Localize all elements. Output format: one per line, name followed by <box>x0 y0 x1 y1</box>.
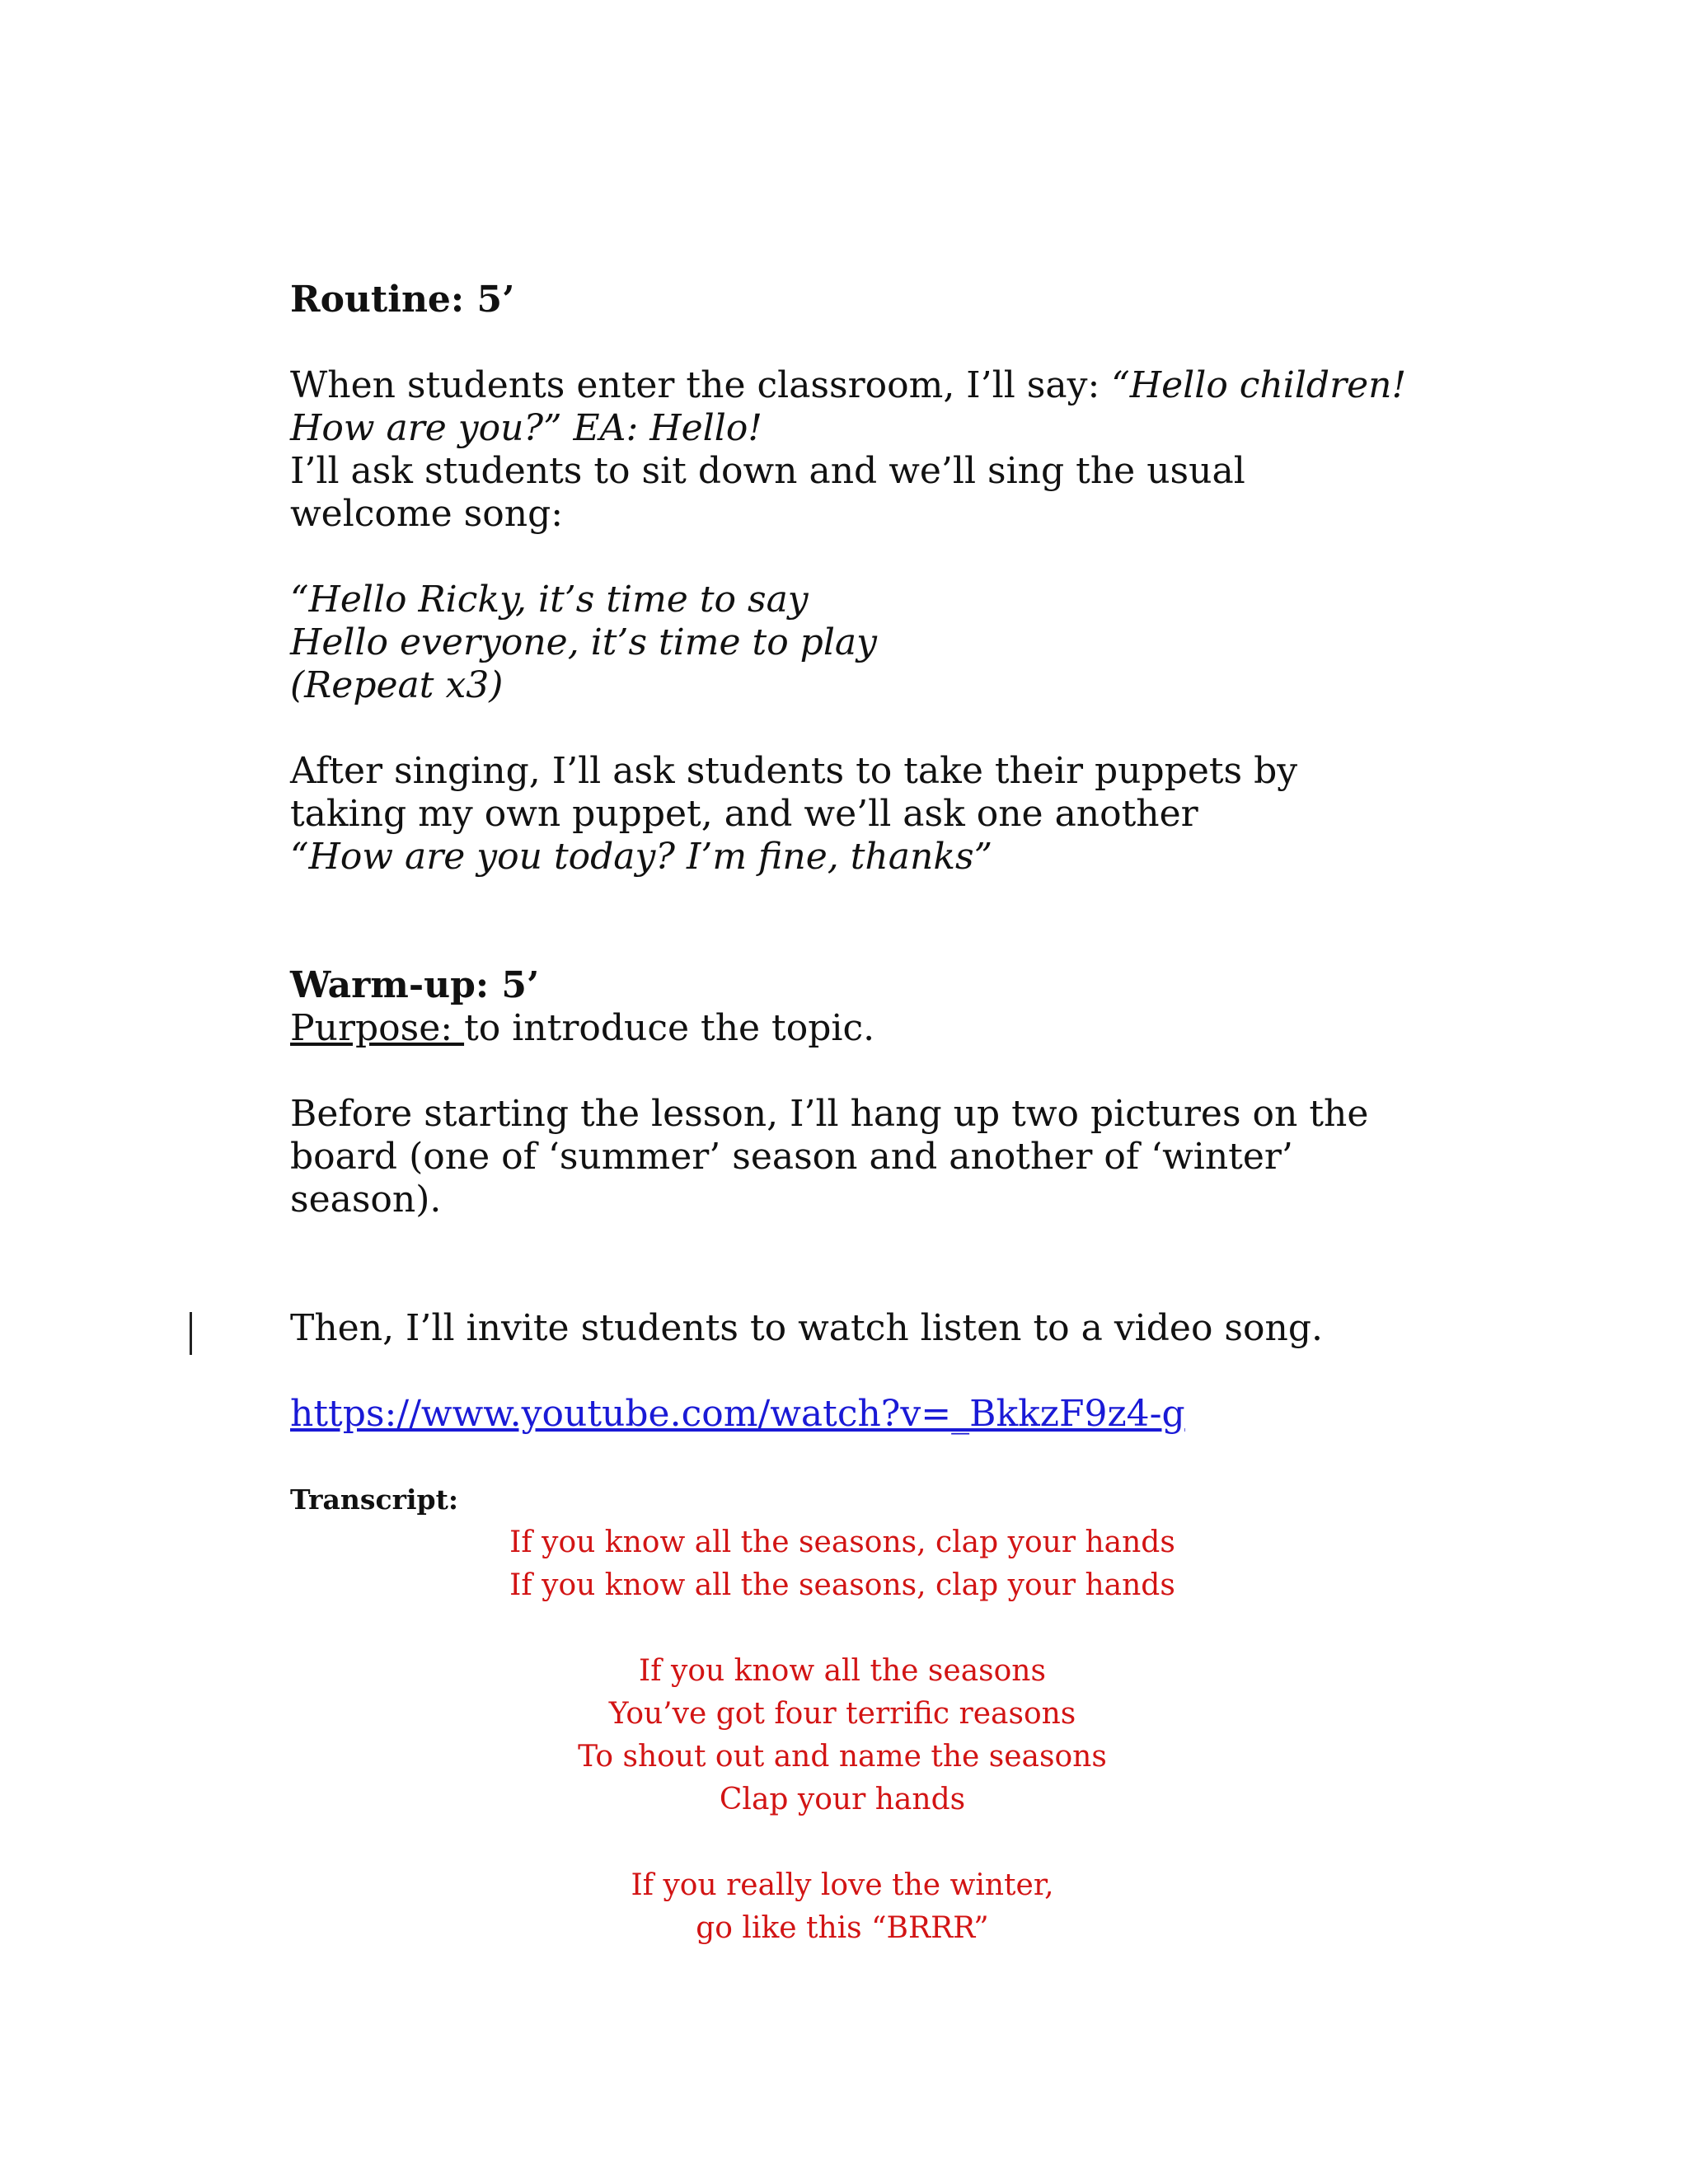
lyric-line <box>290 1607 1395 1650</box>
routine-greeting-quote: “Hello children! How are you?” EA: Hello! <box>290 364 1407 449</box>
lyric-line: You’ve got four terrific reasons <box>608 1697 1076 1731</box>
song-line-3: (Repeat x3) <box>290 664 504 706</box>
song-line-1: “Hello Ricky, it’s time to say <box>290 579 809 621</box>
warmup-purpose <box>290 1007 1428 1050</box>
lyric-line: If you know all the seasons, clap your hands <box>509 1568 1175 1602</box>
song-line-2: Hello everyone, it’s time to play <box>290 621 877 663</box>
warmup-paragraph-2: Then, I’ll invite students to watch listen to a video song. <box>290 1307 1323 1349</box>
routine-intro-text: When students enter the classroom, I’ll say: <box>290 364 1112 406</box>
puppet-dialogue-quote: “How are you today? I’m fine, thanks” <box>290 836 993 878</box>
lyric-line: go like this “BRRR” <box>696 1911 989 1945</box>
routine-heading: Routine: 5’ <box>290 279 515 321</box>
routine-paragraph-1 <box>290 364 1428 450</box>
lyric-line: If you really love the winter, <box>631 1868 1054 1902</box>
lyric-line: To shout out and name the seasons <box>578 1740 1107 1774</box>
change-bar-marker <box>190 1312 192 1355</box>
lyric-line <box>290 1821 1395 1864</box>
warmup-heading: Warm-up: 5’ <box>290 964 540 1006</box>
lyric-line: If you know all the seasons <box>639 1654 1046 1688</box>
transcript-lyrics <box>290 1521 1395 1950</box>
purpose-text: to introduce the topic. <box>464 1007 875 1049</box>
document-body <box>290 279 1428 1521</box>
warmup-paragraph-1: Before starting the lesson, I’ll hang up two pictures on the board (one of ‘summer’ season and another of ‘winter’ season). <box>290 1093 1369 1221</box>
routine-paragraph-2: I’ll ask students to sit down and we’ll sing the usual welcome song: <box>290 450 1245 535</box>
transcript-label: Transcript: <box>290 1483 459 1516</box>
lyric-line: Clap your hands <box>719 1783 966 1816</box>
lyric-line: If you know all the seasons, clap your hands <box>509 1526 1175 1559</box>
video-link[interactable]: https://www.youtube.com/watch?v=_BkkzF9z4-g <box>290 1393 1185 1435</box>
purpose-label: Purpose: <box>290 1007 465 1049</box>
video-link-line <box>290 1393 1428 1436</box>
routine-paragraph-3: After singing, I’ll ask students to take their puppets by taking my own puppet, and we’ll ask one another <box>290 750 1298 835</box>
